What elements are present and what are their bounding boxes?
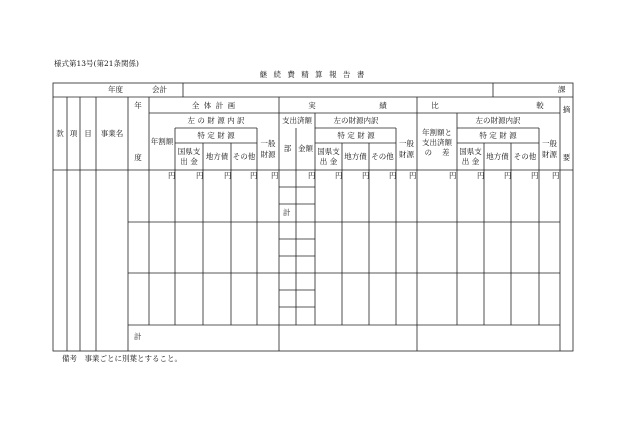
comparison-specific-funds-header: 特 定 財 源 bbox=[479, 131, 517, 140]
yen-unit: 円 bbox=[409, 171, 417, 180]
expenditure-total-header: 支出済額 bbox=[282, 116, 312, 125]
yen-unit: 円 bbox=[271, 171, 279, 180]
yen-unit: 円 bbox=[196, 171, 204, 180]
yen-unit: 円 bbox=[224, 171, 232, 180]
actual-source-breakdown-header: 左の財源内訳 bbox=[333, 116, 379, 125]
actual-group-header-1: 実 bbox=[308, 101, 316, 110]
plan-local-bond-header: 地方債 bbox=[205, 152, 229, 161]
yen-unit: 円 bbox=[504, 171, 512, 180]
actual-group-header-2: 績 bbox=[379, 101, 387, 110]
yen-unit: 円 bbox=[477, 171, 485, 180]
moku-header: 目 bbox=[84, 129, 92, 138]
kingaku-header: 金額 bbox=[298, 144, 313, 153]
comparison-header-1: 比 bbox=[431, 101, 439, 110]
actual-general-header-2: 財源 bbox=[399, 150, 414, 159]
footnote: 備考 事業ごとに別葉とすること。 bbox=[62, 354, 182, 363]
comparison-source-breakdown-header: 左の財源内訳 bbox=[475, 116, 521, 125]
form-title: 継 続 費 精 算 報 告 書 bbox=[259, 70, 367, 79]
actual-other-header: その他 bbox=[371, 152, 394, 161]
comparison-national-pref-header-1: 国県支 bbox=[459, 147, 482, 156]
jigyo-header: 事業名 bbox=[100, 129, 124, 138]
yen-unit: 円 bbox=[168, 171, 176, 180]
comparison-general-header-2: 財源 bbox=[542, 150, 557, 159]
yen-unit: 円 bbox=[335, 171, 343, 180]
section-label: 課 bbox=[558, 85, 566, 94]
yen-unit: 円 bbox=[389, 171, 397, 180]
plan-general-header-2: 財源 bbox=[260, 150, 276, 159]
comparison-header-2: 較 bbox=[536, 101, 544, 110]
comparison-local-bond-header: 地方債 bbox=[486, 152, 509, 161]
plan-source-breakdown-header: 左 の 財 源 内 訳 bbox=[187, 116, 245, 125]
do-header: 度 bbox=[134, 153, 142, 162]
account-label: 会計 bbox=[152, 85, 167, 94]
yen-unit: 円 bbox=[308, 171, 316, 180]
plan-general-header-1: 一般 bbox=[260, 139, 276, 148]
fiscal-year-label: 年度 bbox=[108, 85, 123, 94]
yen-unit: 円 bbox=[250, 171, 258, 180]
comparison-national-pref-header-2: 出 金 bbox=[461, 157, 480, 166]
plan-group-header: 全 体 計 画 bbox=[191, 101, 237, 110]
remarks-header-1: 摘 bbox=[562, 105, 571, 114]
nen-header: 年 bbox=[134, 101, 142, 110]
yen-unit: 円 bbox=[449, 171, 457, 180]
yen-unit: 円 bbox=[362, 171, 370, 180]
subtotal-label: 計 bbox=[283, 208, 291, 217]
diff-header-1: 年割額と bbox=[422, 128, 452, 137]
actual-general-header-1: 一般 bbox=[399, 139, 414, 148]
total-label: 計 bbox=[134, 332, 142, 341]
yen-unit: 円 bbox=[531, 171, 539, 180]
remarks-header-2: 要 bbox=[562, 153, 571, 162]
plan-national-pref-header-2: 出 金 bbox=[180, 157, 198, 166]
bu-header: 部 bbox=[283, 144, 292, 153]
actual-local-bond-header: 地方債 bbox=[344, 152, 367, 161]
kou-header: 項 bbox=[69, 129, 78, 138]
comparison-other-header: その他 bbox=[513, 152, 537, 161]
yen-unit: 円 bbox=[552, 171, 560, 180]
actual-national-pref-header-2: 出 金 bbox=[319, 157, 338, 166]
plan-other-header: その他 bbox=[232, 152, 256, 161]
comparison-general-header-1: 一般 bbox=[542, 139, 557, 148]
diff-header-3: の 差 bbox=[424, 148, 450, 157]
diff-header-2: 支出済額 bbox=[422, 138, 452, 147]
kan-header: 款 bbox=[56, 129, 64, 138]
actual-specific-funds-header: 特 定 財 源 bbox=[337, 131, 375, 140]
plan-specific-funds-header: 特 定 財 源 bbox=[197, 131, 235, 140]
actual-national-pref-header-1: 国県支 bbox=[317, 147, 340, 156]
form-number: 様式第13号(第21条関係) bbox=[54, 59, 139, 68]
plan-national-pref-header-1: 国県支 bbox=[177, 147, 201, 156]
annual-split-header: 年割額 bbox=[150, 137, 174, 146]
